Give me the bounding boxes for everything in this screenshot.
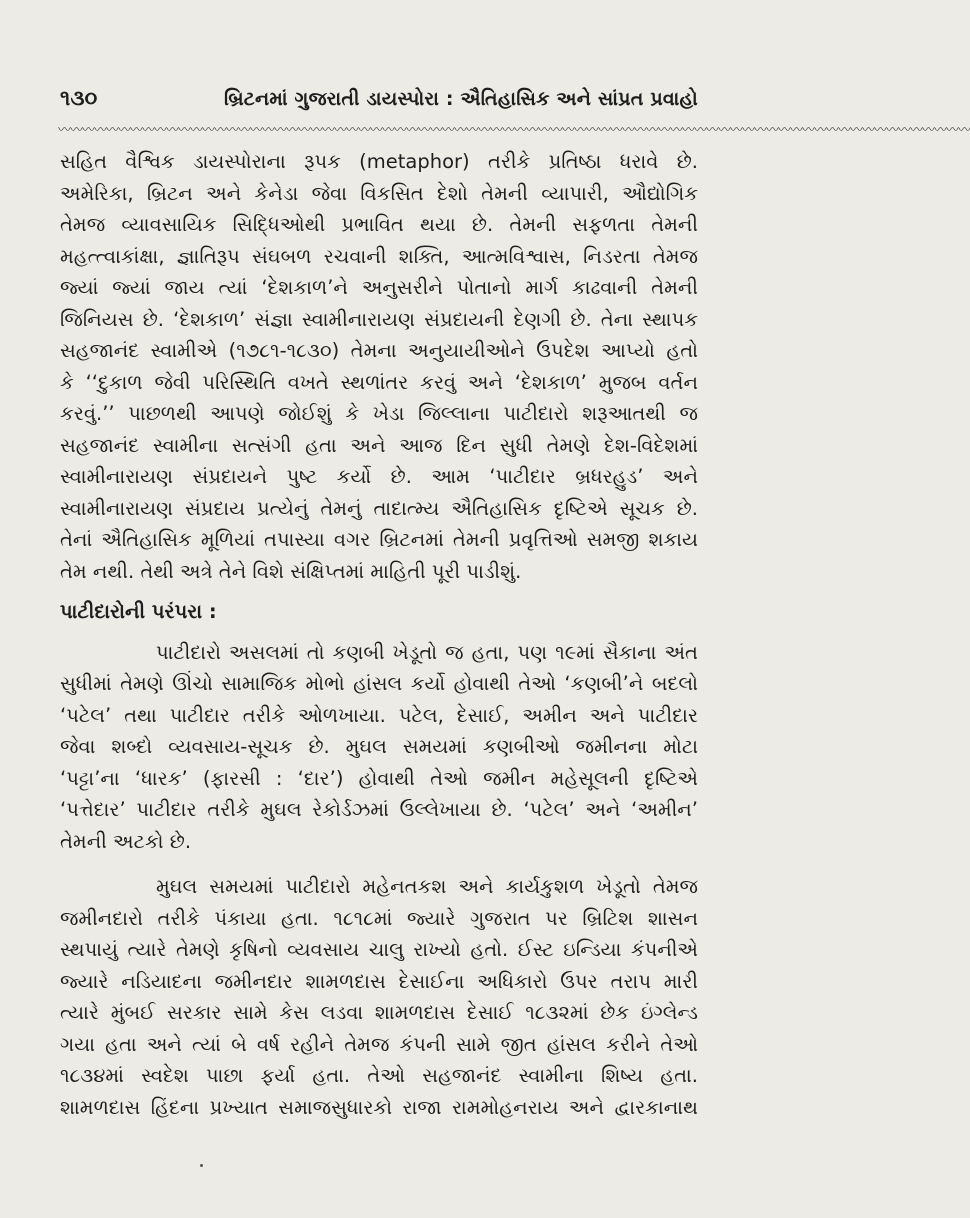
- text-line: જેવા શબ્દો વ્યવસાય-સૂચક છે. મુઘલ સમયમાં કણબીઓ જમીનના મોટા: [60, 735, 698, 758]
- text-line: ગયા હતા અને ત્યાં બે વર્ષ રહીને તેમજ કંપની સામે જીત હાંસલ કરીને તેઓ: [60, 1032, 698, 1056]
- text-line: કરવું.’’ પાછળથી આપણે જોઈશું કે ખેડા જિલ્લાના પાટીદારો શરૂઆતથી જ: [60, 402, 698, 425]
- text-line: સહજાનંદ સ્વામીએ (૧૭૮૧-૧૮૩૦) તેમના અનુયાયીઓને ઉપદેશ આપ્યો હતો: [60, 339, 698, 362]
- text-line: કે ‘‘દુકાળ જેવી પરિસ્થિતિ વખતે સ્થળાંતર કરવું અને ‘દેશકાળ’ મુજબ વર્તન: [60, 370, 698, 394]
- text-line: ‘પટેલ’ તથા પાટીદાર તરીકે ઓળખાયા. પટેલ, દેસાઈ, અમીન અને પાટીદાર: [60, 703, 698, 727]
- text-line: જિનિયસ છે. ‘દેશકાળ’ સંજ્ઞા સ્વામીનારાયણ સંપ્રદાયની દેણગી છે. તેના સ્થાપક: [60, 307, 698, 331]
- text-line: સુધીમાં તેમણે ઊંચો સામાજિક મોભો હાંસલ કર્યો હોવાથી તેઓ ‘કણબી’ને બદલો: [60, 672, 698, 695]
- text-line: ‘પત્તેદાર’ પાટીદાર તરીકે મુઘલ રેકોર્ડઝમાં ઉલ્લેખાયા છે. ‘પટેલ’ અને ‘અમીન’: [60, 798, 698, 821]
- text-line: સ્વામીનારાયણ સંપ્રદાય પ્રત્યેનું તેમનું તાદાત્મ્ય ઐતિહાસિક દૃષ્ટિએ સૂચક છે.: [60, 496, 698, 520]
- page-number: ૧૩૦: [60, 86, 98, 110]
- text-line: અમેરિકા, બ્રિટન અને કેનેડા જેવા વિકસિત દેશો તેમની વ્યાપારી, ઔદ્યોગિક: [60, 181, 698, 205]
- running-title: બ્રિટનમાં ગુજરાતી ડાયસ્પોરા : ઐતિહાસિક અને સાંપ્રત પ્રવાહો: [224, 88, 698, 110]
- page-header: [60, 86, 698, 120]
- section-subheading: પાટીદારોની પરંપરા :: [60, 600, 217, 623]
- text-line: જમીનદારો તરીકે પંકાયા હતા. ૧૮૧૮માં જ્યારે ગુજરાત પર બ્રિટિશ શાસન: [60, 906, 698, 930]
- text-line: મહત્ત્વાકાંક્ષા, જ્ઞાતિરૂપ સંઘબળ રચવાની શક્તિ, આત્મવિશ્વાસ, નિડરતા તેમજ: [60, 244, 698, 268]
- page-body: [60, 146, 698, 1123]
- text-line: ‘પટ્ટા’ના ‘ધારક’ (ફારસી : ‘દાર’) હોવાથી તેઓ જમીન મહેસૂલની દૃષ્ટિએ: [60, 766, 698, 790]
- text-line: ૧૮૩૪માં સ્વદેશ પાછા ફર્યા હતા. તેઓ સહજાનંદ સ્વામીના શિષ્ય હતા.: [60, 1064, 698, 1087]
- text-line: સહિત વૈશ્વિક ડાયસ્પોરાના રૂપક (metaphor) તરીકે પ્રતિષ્ઠા ધરાવે છે.: [60, 150, 698, 173]
- text-line: મુઘલ સમયમાં પાટીદારો મહેનતકશ અને કાર્યકુશળ ખેડૂતો તેમજ: [156, 875, 698, 898]
- text-line: તેનાં ઐતિહાસિક મૂળિયાં તપાસ્યા વગર બ્રિટનમાં તેમની પ્રવૃત્તિઓ સમજી શકાય: [60, 528, 698, 551]
- ink-speck: [200, 1164, 203, 1167]
- text-line: શામળદાસ હિંદના પ્રખ્યાત સમાજસુધારકો રાજા રામમોહનરાય અને દ્વારકાનાથ: [60, 1095, 698, 1119]
- text-line: તેમજ વ્યાવસાયિક સિદ્ધિઓથી પ્રભાવિત થયા છે. તેમની સફળતા તેમની: [60, 213, 698, 236]
- text-line: જ્યાં જ્યાં જાય ત્યાં ‘દેશકાળ’ને અનુસરીને પોતાનો માર્ગ કાઢવાની તેમની: [60, 276, 698, 299]
- text-line: પાટીદારો અસલમાં તો કણબી ખેડૂતો જ હતા, પણ ૧૯માં સૈકાના અંત: [156, 640, 698, 664]
- paragraph-3: [60, 871, 698, 1123]
- decorative-wavy-rule: 〰〰〰〰〰〰〰〰〰〰〰〰〰〰〰〰〰〰〰〰〰〰〰〰〰〰〰〰〰〰〰〰〰〰〰〰〰〰〰〰〰〰〰〰〰〰〰〰〰〰〰〰〰〰〰〰〰〰〰〰〰〰〰〰〰〰〰〰〰〰〰〰〰〰〰〰: [58, 123, 970, 138]
- text-line: સ્થપાયું ત્યારે તેમણે કૃષિનો વ્યવસાય ચાલુ રાખ્યો હતો. ઈસ્ટ ઇન્ડિયા કંપનીએ: [60, 938, 698, 961]
- text-line: ત્યારે મુંબઈ સરકાર સામે કેસ લડવા શામળદાસ દેસાઈ ૧૮૩૨માં છેક ઇંગ્લેન્ડ: [60, 1001, 698, 1024]
- text-line: સ્વામીનારાયણ સંપ્રદાયને પુષ્ટ કર્યો છે. આમ ‘પાટીદાર બ્રધરહુડ’ અને: [60, 465, 698, 488]
- text-line: સહજાનંદ સ્વામીના સત્સંગી હતા અને આજ દિન સુધી તેમણે દેશ-વિદેશમાં: [60, 433, 698, 457]
- text-line: તેમની અટકો છે.: [60, 829, 192, 853]
- text-line: જ્યારે નડિયાદના જમીનદાર શામળદાસ દેસાઈના અધિકારો ઉપર તરાપ મારી: [60, 969, 698, 993]
- paragraph-2: [60, 637, 698, 858]
- text-line: તેમ નથી. તેથી અત્રે તેને વિશે સંક્ષિપ્તમાં માહિતી પૂરી પાડીશું.: [60, 559, 522, 583]
- paragraph-1: [60, 146, 698, 587]
